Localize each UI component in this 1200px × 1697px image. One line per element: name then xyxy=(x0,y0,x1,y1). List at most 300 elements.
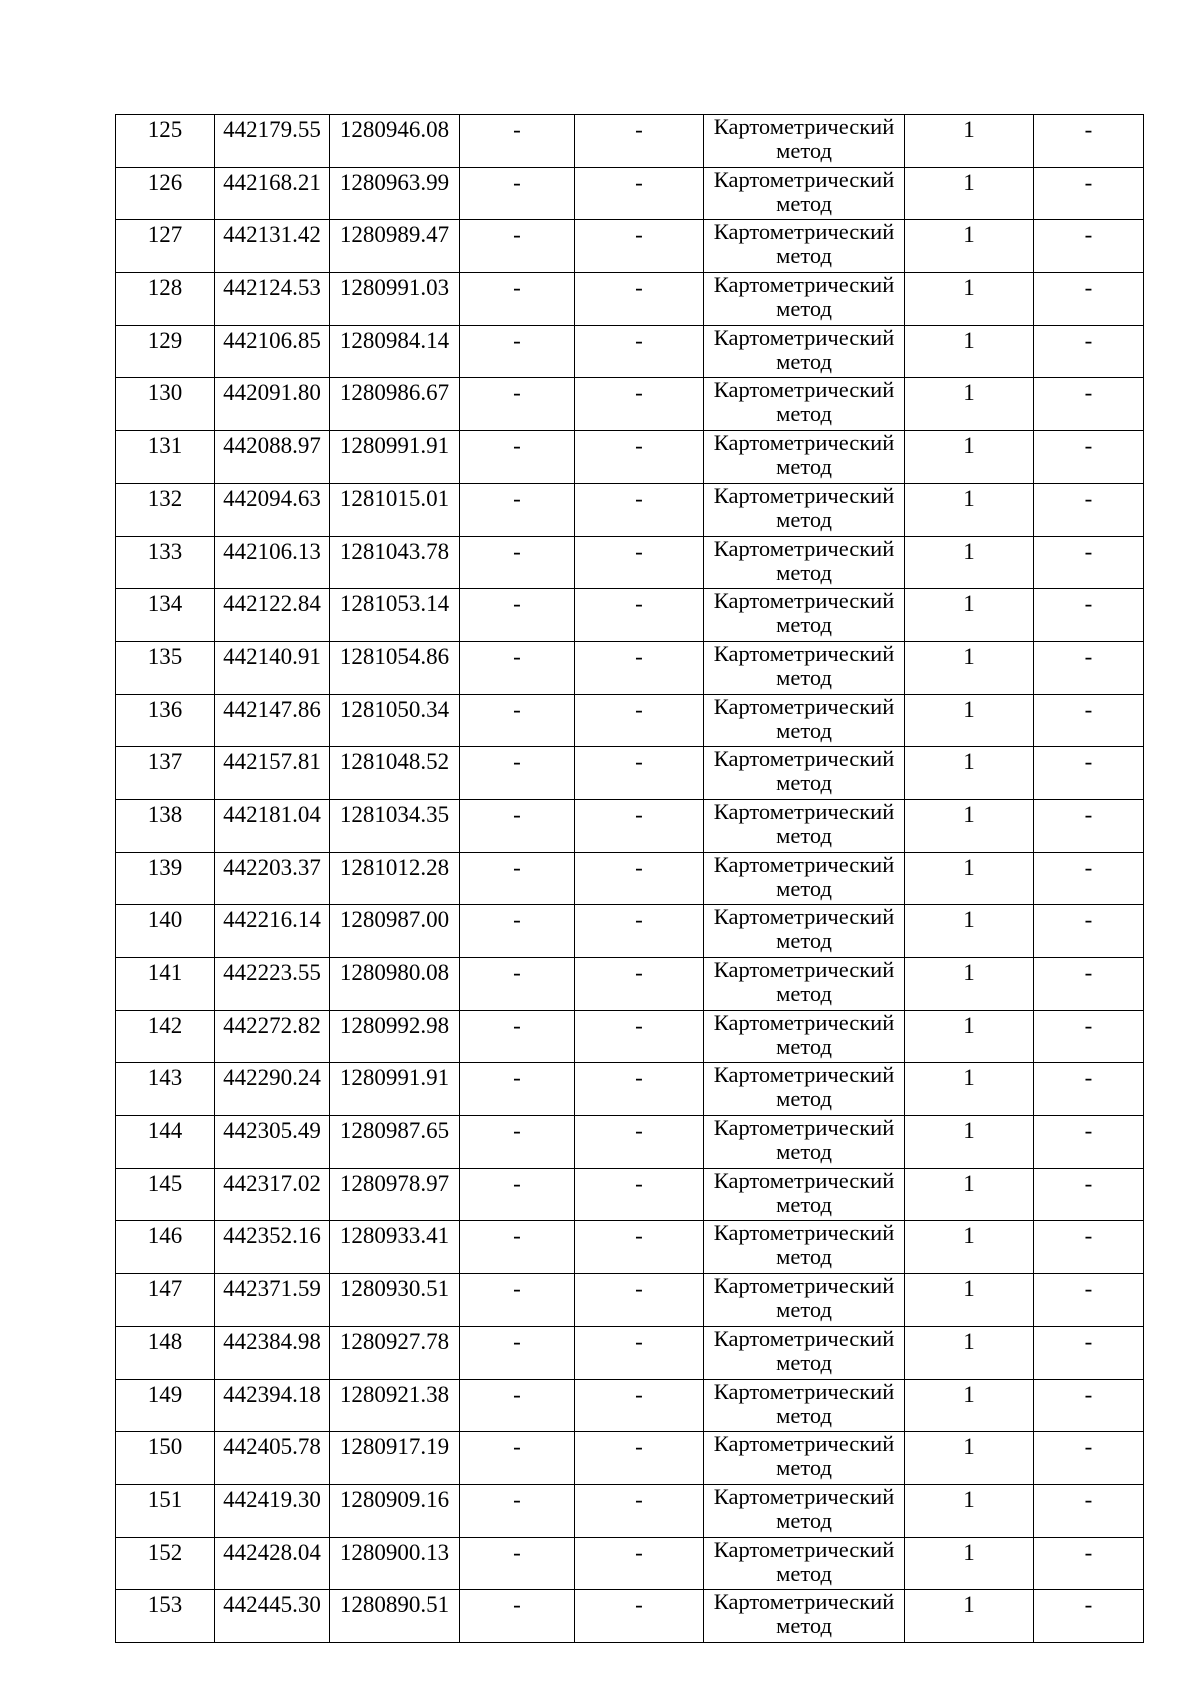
point-number-cell: 153 xyxy=(116,1590,215,1643)
dash-cell-4: - xyxy=(460,167,575,220)
point-number-cell: 144 xyxy=(116,1116,215,1169)
method-line-1: Картометрический xyxy=(713,1431,895,1457)
method-cell xyxy=(704,115,905,168)
dash-cell-8: - xyxy=(1034,1537,1144,1590)
y-coordinate-cell: 1281048.52 xyxy=(330,747,460,800)
method-line-1: Картометрический xyxy=(713,1379,895,1404)
method-line-1: Картометрический xyxy=(713,377,895,403)
y-coordinate-cell: 1280986.67 xyxy=(330,378,460,431)
method-cell xyxy=(704,220,905,273)
dash-cell-8: - xyxy=(1034,958,1144,1011)
dash-cell-5: - xyxy=(575,1590,704,1643)
dash-cell-5: - xyxy=(575,1010,704,1063)
y-coordinate-cell: 1280933.41 xyxy=(330,1221,460,1274)
x-coordinate-cell: 442394.18 xyxy=(215,1379,330,1432)
method-line-2: метод xyxy=(776,243,832,269)
value-cell-7: 1 xyxy=(905,483,1034,536)
method-cell xyxy=(704,694,905,747)
table-row xyxy=(116,378,1144,431)
x-coordinate-cell: 442088.97 xyxy=(215,431,330,484)
y-coordinate-cell: 1280921.38 xyxy=(330,1379,460,1432)
dash-cell-5: - xyxy=(575,1326,704,1379)
x-coordinate-cell: 442428.04 xyxy=(215,1537,330,1590)
dash-cell-4: - xyxy=(460,273,575,326)
dash-cell-8: - xyxy=(1034,220,1144,273)
value-cell-7: 1 xyxy=(905,1010,1034,1063)
method-line-2: метод xyxy=(776,138,832,163)
x-coordinate-cell: 442203.37 xyxy=(215,852,330,905)
dash-cell-5: - xyxy=(575,958,704,1011)
dash-cell-5: - xyxy=(575,1116,704,1169)
table-row xyxy=(116,1484,1144,1537)
method-line-2: метод xyxy=(776,1455,832,1481)
y-coordinate-cell: 1281012.28 xyxy=(330,852,460,905)
method-cell xyxy=(704,1274,905,1327)
method-line-2: метод xyxy=(776,875,832,901)
table-row xyxy=(116,1537,1144,1590)
method-cell xyxy=(704,641,905,694)
y-coordinate-cell: 1280987.65 xyxy=(330,1116,460,1169)
dash-cell-5: - xyxy=(575,325,704,378)
value-cell-7: 1 xyxy=(905,958,1034,1011)
dash-cell-5: - xyxy=(575,799,704,852)
point-number-cell: 142 xyxy=(116,1010,215,1063)
dash-cell-8: - xyxy=(1034,1326,1144,1379)
table-row xyxy=(116,589,1144,642)
y-coordinate-cell: 1280980.08 xyxy=(330,958,460,1011)
method-cell xyxy=(704,1590,905,1643)
method-line-1: Картометрический xyxy=(713,325,895,350)
dash-cell-8: - xyxy=(1034,1010,1144,1063)
dash-cell-4: - xyxy=(460,1484,575,1537)
method-line-1: Картометрический xyxy=(713,1168,895,1193)
point-number-cell: 131 xyxy=(116,431,215,484)
method-cell xyxy=(704,431,905,484)
dash-cell-8: - xyxy=(1034,536,1144,589)
dash-cell-5: - xyxy=(575,273,704,326)
dash-cell-4: - xyxy=(460,852,575,905)
dash-cell-5: - xyxy=(575,483,704,536)
method-line-1: Картометрический xyxy=(713,430,895,456)
dash-cell-4: - xyxy=(460,694,575,747)
method-line-1: Картометрический xyxy=(713,694,895,719)
dash-cell-5: - xyxy=(575,1432,704,1485)
table-row xyxy=(116,1221,1144,1274)
point-number-cell: 148 xyxy=(116,1326,215,1379)
method-line-1: Картометрический xyxy=(713,1010,895,1035)
value-cell-7: 1 xyxy=(905,1590,1034,1643)
table-row xyxy=(116,115,1144,168)
dash-cell-8: - xyxy=(1034,589,1144,642)
dash-cell-4: - xyxy=(460,1590,575,1643)
table-row xyxy=(116,1063,1144,1116)
dash-cell-4: - xyxy=(460,325,575,378)
y-coordinate-cell: 1281053.14 xyxy=(330,589,460,642)
table-row xyxy=(116,536,1144,589)
method-cell xyxy=(704,325,905,378)
point-number-cell: 152 xyxy=(116,1537,215,1590)
table-row xyxy=(116,1274,1144,1327)
table-row xyxy=(116,747,1144,800)
table-row xyxy=(116,1010,1144,1063)
method-line-2: метод xyxy=(776,1033,832,1059)
method-line-1: Картометрический xyxy=(713,272,895,298)
point-number-cell: 136 xyxy=(116,694,215,747)
x-coordinate-cell: 442305.49 xyxy=(215,1116,330,1169)
x-coordinate-cell: 442140.91 xyxy=(215,641,330,694)
table-row xyxy=(116,1379,1144,1432)
method-line-2: метод xyxy=(776,1613,832,1639)
table-row xyxy=(116,1116,1144,1169)
method-cell xyxy=(704,378,905,431)
x-coordinate-cell: 442094.63 xyxy=(215,483,330,536)
point-number-cell: 127 xyxy=(116,220,215,273)
method-cell xyxy=(704,483,905,536)
dash-cell-4: - xyxy=(460,1063,575,1116)
y-coordinate-cell: 1280930.51 xyxy=(330,1274,460,1327)
value-cell-7: 1 xyxy=(905,852,1034,905)
dash-cell-4: - xyxy=(460,1326,575,1379)
method-line-1: Картометрический xyxy=(713,536,895,561)
point-number-cell: 146 xyxy=(116,1221,215,1274)
method-cell xyxy=(704,167,905,220)
y-coordinate-cell: 1280992.98 xyxy=(330,1010,460,1063)
dash-cell-8: - xyxy=(1034,1590,1144,1643)
y-coordinate-cell: 1280978.97 xyxy=(330,1168,460,1221)
dash-cell-4: - xyxy=(460,1274,575,1327)
dash-cell-4: - xyxy=(460,1168,575,1221)
method-cell xyxy=(704,905,905,958)
dash-cell-8: - xyxy=(1034,905,1144,958)
method-line-2: метод xyxy=(776,401,832,427)
dash-cell-8: - xyxy=(1034,1221,1144,1274)
table-row xyxy=(116,431,1144,484)
method-line-1: Картометрический xyxy=(713,1537,895,1562)
y-coordinate-cell: 1280946.08 xyxy=(330,115,460,168)
y-coordinate-cell: 1281050.34 xyxy=(330,694,460,747)
dash-cell-8: - xyxy=(1034,378,1144,431)
point-number-cell: 137 xyxy=(116,747,215,800)
method-line-1: Картометрический xyxy=(713,219,895,245)
y-coordinate-cell: 1281034.35 xyxy=(330,799,460,852)
table-row xyxy=(116,220,1144,273)
y-coordinate-cell: 1280900.13 xyxy=(330,1537,460,1590)
point-number-cell: 133 xyxy=(116,536,215,589)
point-number-cell: 125 xyxy=(116,115,215,168)
dash-cell-5: - xyxy=(575,115,704,168)
value-cell-7: 1 xyxy=(905,641,1034,694)
point-number-cell: 143 xyxy=(116,1063,215,1116)
table-row xyxy=(116,1432,1144,1485)
dash-cell-4: - xyxy=(460,1116,575,1169)
method-line-2: метод xyxy=(776,981,832,1006)
point-number-cell: 140 xyxy=(116,905,215,958)
value-cell-7: 1 xyxy=(905,1432,1034,1485)
table-body xyxy=(116,115,1144,1643)
coordinates-table xyxy=(115,114,1144,1643)
table-row xyxy=(116,167,1144,220)
table-row xyxy=(116,1168,1144,1221)
value-cell-7: 1 xyxy=(905,1537,1034,1590)
dash-cell-4: - xyxy=(460,1432,575,1485)
method-line-2: метод xyxy=(776,928,832,954)
dash-cell-5: - xyxy=(575,852,704,905)
table-row xyxy=(116,958,1144,1011)
method-line-1: Картометрический xyxy=(713,114,895,139)
dash-cell-4: - xyxy=(460,1010,575,1063)
y-coordinate-cell: 1280927.78 xyxy=(330,1326,460,1379)
method-line-2: метод xyxy=(776,612,832,638)
value-cell-7: 1 xyxy=(905,1484,1034,1537)
method-cell xyxy=(704,1484,905,1537)
method-line-2: метод xyxy=(776,454,832,480)
x-coordinate-cell: 442122.84 xyxy=(215,589,330,642)
method-line-1: Картометрический xyxy=(713,167,895,192)
dash-cell-8: - xyxy=(1034,694,1144,747)
x-coordinate-cell: 442419.30 xyxy=(215,1484,330,1537)
method-cell xyxy=(704,1063,905,1116)
value-cell-7: 1 xyxy=(905,799,1034,852)
method-cell xyxy=(704,747,905,800)
method-line-1: Картометрический xyxy=(713,1484,895,1509)
dash-cell-5: - xyxy=(575,905,704,958)
value-cell-7: 1 xyxy=(905,747,1034,800)
value-cell-7: 1 xyxy=(905,1168,1034,1221)
point-number-cell: 128 xyxy=(116,273,215,326)
x-coordinate-cell: 442317.02 xyxy=(215,1168,330,1221)
value-cell-7: 1 xyxy=(905,1274,1034,1327)
dash-cell-8: - xyxy=(1034,431,1144,484)
y-coordinate-cell: 1281054.86 xyxy=(330,641,460,694)
x-coordinate-cell: 442445.30 xyxy=(215,1590,330,1643)
dash-cell-5: - xyxy=(575,1168,704,1221)
point-number-cell: 149 xyxy=(116,1379,215,1432)
value-cell-7: 1 xyxy=(905,378,1034,431)
x-coordinate-cell: 442384.98 xyxy=(215,1326,330,1379)
method-line-2: метод xyxy=(776,506,832,532)
x-coordinate-cell: 442352.16 xyxy=(215,1221,330,1274)
method-cell xyxy=(704,958,905,1011)
method-line-2: метод xyxy=(776,190,832,216)
dash-cell-8: - xyxy=(1034,747,1144,800)
x-coordinate-cell: 442179.55 xyxy=(215,115,330,168)
table-row xyxy=(116,1326,1144,1379)
value-cell-7: 1 xyxy=(905,167,1034,220)
y-coordinate-cell: 1280917.19 xyxy=(330,1432,460,1485)
method-cell xyxy=(704,589,905,642)
method-line-1: Картометрический xyxy=(713,904,895,930)
dash-cell-5: - xyxy=(575,1274,704,1327)
x-coordinate-cell: 442181.04 xyxy=(215,799,330,852)
method-line-2: метод xyxy=(776,770,832,796)
dash-cell-5: - xyxy=(575,1537,704,1590)
method-line-1: Картометрический xyxy=(713,852,895,877)
method-line-1: Картометрический xyxy=(713,799,895,824)
point-number-cell: 151 xyxy=(116,1484,215,1537)
y-coordinate-cell: 1280991.91 xyxy=(330,1063,460,1116)
method-line-1: Картометрический xyxy=(713,746,895,772)
method-line-2: метод xyxy=(776,1560,832,1586)
y-coordinate-cell: 1281015.01 xyxy=(330,483,460,536)
method-line-2: метод xyxy=(776,1139,832,1165)
value-cell-7: 1 xyxy=(905,905,1034,958)
dash-cell-5: - xyxy=(575,536,704,589)
dash-cell-8: - xyxy=(1034,641,1144,694)
x-coordinate-cell: 442371.59 xyxy=(215,1274,330,1327)
method-cell xyxy=(704,1168,905,1221)
value-cell-7: 1 xyxy=(905,1221,1034,1274)
dash-cell-5: - xyxy=(575,747,704,800)
method-cell xyxy=(704,852,905,905)
table-row xyxy=(116,799,1144,852)
method-line-2: метод xyxy=(776,1086,832,1112)
y-coordinate-cell: 1280909.16 xyxy=(330,1484,460,1537)
x-coordinate-cell: 442147.86 xyxy=(215,694,330,747)
method-cell xyxy=(704,1326,905,1379)
dash-cell-5: - xyxy=(575,431,704,484)
value-cell-7: 1 xyxy=(905,536,1034,589)
dash-cell-8: - xyxy=(1034,799,1144,852)
table-row xyxy=(116,273,1144,326)
method-line-1: Картометрический xyxy=(713,957,895,982)
dash-cell-5: - xyxy=(575,694,704,747)
dash-cell-4: - xyxy=(460,958,575,1011)
dash-cell-8: - xyxy=(1034,1432,1144,1485)
method-line-2: метод xyxy=(776,1297,832,1323)
dash-cell-8: - xyxy=(1034,1168,1144,1221)
method-line-2: метод xyxy=(776,1191,832,1217)
point-number-cell: 135 xyxy=(116,641,215,694)
dash-cell-5: - xyxy=(575,167,704,220)
method-line-2: метод xyxy=(776,296,832,322)
value-cell-7: 1 xyxy=(905,1379,1034,1432)
table-row xyxy=(116,1590,1144,1643)
dash-cell-4: - xyxy=(460,905,575,958)
dash-cell-4: - xyxy=(460,641,575,694)
value-cell-7: 1 xyxy=(905,325,1034,378)
method-line-2: метод xyxy=(776,1349,832,1375)
method-line-2: метод xyxy=(776,822,832,848)
y-coordinate-cell: 1280963.99 xyxy=(330,167,460,220)
method-line-1: Картометрический xyxy=(713,1062,895,1088)
method-line-2: метод xyxy=(776,1402,832,1428)
dash-cell-4: - xyxy=(460,799,575,852)
dash-cell-4: - xyxy=(460,1221,575,1274)
method-line-2: метод xyxy=(776,348,832,374)
dash-cell-5: - xyxy=(575,1221,704,1274)
dash-cell-5: - xyxy=(575,1063,704,1116)
y-coordinate-cell: 1281043.78 xyxy=(330,536,460,589)
point-number-cell: 138 xyxy=(116,799,215,852)
value-cell-7: 1 xyxy=(905,220,1034,273)
table-row xyxy=(116,905,1144,958)
dash-cell-8: - xyxy=(1034,325,1144,378)
y-coordinate-cell: 1280989.47 xyxy=(330,220,460,273)
method-cell xyxy=(704,273,905,326)
point-number-cell: 141 xyxy=(116,958,215,1011)
method-line-1: Картометрический xyxy=(713,1115,895,1141)
method-cell xyxy=(704,1221,905,1274)
y-coordinate-cell: 1280890.51 xyxy=(330,1590,460,1643)
x-coordinate-cell: 442405.78 xyxy=(215,1432,330,1485)
table-row xyxy=(116,325,1144,378)
x-coordinate-cell: 442290.24 xyxy=(215,1063,330,1116)
y-coordinate-cell: 1280987.00 xyxy=(330,905,460,958)
dash-cell-8: - xyxy=(1034,115,1144,168)
dash-cell-4: - xyxy=(460,115,575,168)
dash-cell-8: - xyxy=(1034,1274,1144,1327)
value-cell-7: 1 xyxy=(905,694,1034,747)
x-coordinate-cell: 442091.80 xyxy=(215,378,330,431)
dash-cell-8: - xyxy=(1034,1379,1144,1432)
method-line-1: Картометрический xyxy=(713,1220,895,1246)
dash-cell-5: - xyxy=(575,1379,704,1432)
x-coordinate-cell: 442216.14 xyxy=(215,905,330,958)
dash-cell-4: - xyxy=(460,589,575,642)
value-cell-7: 1 xyxy=(905,115,1034,168)
x-coordinate-cell: 442168.21 xyxy=(215,167,330,220)
method-line-2: метод xyxy=(776,664,832,690)
dash-cell-4: - xyxy=(460,536,575,589)
point-number-cell: 150 xyxy=(116,1432,215,1485)
method-cell xyxy=(704,536,905,589)
value-cell-7: 1 xyxy=(905,273,1034,326)
dash-cell-5: - xyxy=(575,1484,704,1537)
table-row xyxy=(116,852,1144,905)
method-line-2: метод xyxy=(776,1244,832,1270)
dash-cell-4: - xyxy=(460,1379,575,1432)
dash-cell-4: - xyxy=(460,220,575,273)
method-cell xyxy=(704,799,905,852)
method-cell xyxy=(704,1010,905,1063)
value-cell-7: 1 xyxy=(905,589,1034,642)
method-line-1: Картометрический xyxy=(713,1273,895,1299)
x-coordinate-cell: 442223.55 xyxy=(215,958,330,1011)
method-cell xyxy=(704,1379,905,1432)
dash-cell-4: - xyxy=(460,378,575,431)
dash-cell-5: - xyxy=(575,641,704,694)
y-coordinate-cell: 1280991.03 xyxy=(330,273,460,326)
dash-cell-5: - xyxy=(575,220,704,273)
dash-cell-4: - xyxy=(460,1537,575,1590)
dash-cell-5: - xyxy=(575,378,704,431)
y-coordinate-cell: 1280991.91 xyxy=(330,431,460,484)
dash-cell-4: - xyxy=(460,483,575,536)
table-row xyxy=(116,694,1144,747)
point-number-cell: 132 xyxy=(116,483,215,536)
dash-cell-4: - xyxy=(460,431,575,484)
point-number-cell: 134 xyxy=(116,589,215,642)
method-cell xyxy=(704,1116,905,1169)
point-number-cell: 139 xyxy=(116,852,215,905)
dash-cell-8: - xyxy=(1034,1116,1144,1169)
y-coordinate-cell: 1280984.14 xyxy=(330,325,460,378)
x-coordinate-cell: 442124.53 xyxy=(215,273,330,326)
dash-cell-8: - xyxy=(1034,483,1144,536)
point-number-cell: 145 xyxy=(116,1168,215,1221)
value-cell-7: 1 xyxy=(905,1116,1034,1169)
value-cell-7: 1 xyxy=(905,1326,1034,1379)
point-number-cell: 126 xyxy=(116,167,215,220)
method-line-1: Картометрический xyxy=(713,1326,895,1351)
method-line-2: метод xyxy=(776,1507,832,1533)
dash-cell-8: - xyxy=(1034,1484,1144,1537)
point-number-cell: 147 xyxy=(116,1274,215,1327)
method-cell xyxy=(704,1432,905,1485)
method-line-2: метод xyxy=(776,559,832,585)
method-cell xyxy=(704,1537,905,1590)
x-coordinate-cell: 442106.13 xyxy=(215,536,330,589)
